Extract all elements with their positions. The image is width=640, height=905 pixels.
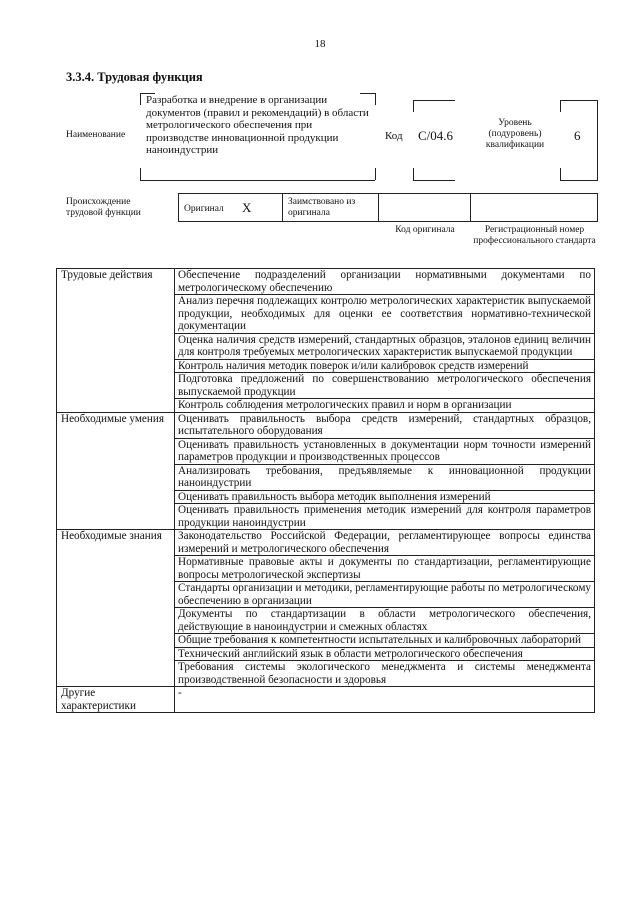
category-cell: Необходимые умения [57,412,175,530]
table-row [57,269,595,295]
item-cell: Нормативные правовые акты и документы по стандартизации, регламентирующие вопросы метрологической экспертизы [175,556,595,582]
original-label: Оригинал [184,204,224,214]
level-box-left-top [560,100,561,112]
item-cell: Оценивать правильность выбора средств измерений, стандартных образцов, испытательного оборудования [175,412,595,438]
item-cell: Оценивать правильность применения методик измерений для контроля параметров продукции наноиндустрии [175,504,595,530]
name-box-bracket-bottom-right [375,168,376,180]
name-box-bracket-top-right-vert [375,93,376,105]
origin-box-bottom [178,221,598,222]
original-mark: X [242,200,252,215]
item-cell: Анализировать требования, предъявляемые к инновационной продукции наноиндустрии [175,464,595,490]
borrowed-label: Заимствовано из оригинала [288,197,356,218]
name-label: Наименование [66,130,126,140]
category-cell: Необходимые знания [57,530,175,687]
table-row [57,412,595,438]
item-cell: Анализ перечня подлежащих контролю метрологических характеристик выпускаемой продукции, необходимых для оценки ее соответствия нормативно-технической документации [175,295,595,334]
reg-number-caption: Регистрационный номер профессионального стандарта [473,225,596,246]
name-box-bottom [140,180,375,181]
name-box-bracket-top-left-vert [140,93,141,105]
code-box-top [413,100,455,101]
level-box-bottom [560,180,598,181]
item-cell: Стандарты организации и методики, регламентирующие работы по метрологическому обеспечению в организации [175,582,595,608]
name-value: Разработка и внедрение в организации документов (правил и рекомендаций) в области метрологического обеспечения при производстве инновационной продукции наноиндустрии [146,94,369,156]
origin-box-left [178,193,179,221]
code-box-left-bottom [413,168,414,180]
code-label: Код [385,130,403,142]
page-number: 18 [314,38,326,50]
origin-box-top [178,193,598,194]
name-box-bracket-bottom-left [140,168,141,180]
origin-box-right [597,193,598,221]
table-row [57,530,595,556]
level-box-right [597,100,598,180]
level-label: Уровень (подуровень) квалификации [485,118,545,150]
code-value: C/04.6 [418,128,454,143]
level-box-left-bottom [560,168,561,180]
level-box-top [560,100,598,101]
item-cell: Общие требования к компетентности испытательных и калибровочных лабораторий [175,634,595,648]
item-cell: Обеспечение подразделений организации нормативными документами по метрологическому обеспечению [175,269,595,295]
item-cell: Законодательство Российской Федерации, регламентирующее вопросы единства измерений и метрологического обеспечения [175,530,595,556]
origin-box-divider-1 [282,193,283,221]
category-cell: Другие характеристики [57,687,175,713]
code-box-bottom [413,180,455,181]
category-cell: Трудовые действия [57,269,175,413]
level-value: 6 [574,128,581,143]
item-cell: Оценивать правильность выбора методик выполнения измерений [175,490,595,504]
item-cell: Документы по стандартизации в области метрологического обеспечения, действующие в наноиндустрии и смежных областях [175,608,595,634]
code-box-left-top [413,100,414,112]
code-original-caption: Код оригинала [395,225,455,235]
function-table [56,268,595,713]
item-cell: Технический английский язык в области метрологического обеспечения [175,647,595,661]
section-title: 3.3.4. Трудовая функция [66,70,203,84]
item-cell: Оценка наличия средств измерений, стандартных образцов, эталонов единиц величин для контроля требуемых метрологических характеристик выпускаемой продукции [175,333,595,359]
item-cell: Требования системы экологического менеджмента и системы менеджмента производственной безопасности и здоровья [175,661,595,687]
item-cell: Контроль наличия методик поверок и/или калибровок средств измерений [175,359,595,373]
table-row [57,687,595,713]
origin-box-divider-2 [378,193,379,221]
origin-label: Происхождение трудовой функции [66,197,141,218]
item-cell: Подготовка предложений по совершенствованию метрологического обеспечения выпускаемой продукции [175,373,595,399]
item-cell: Контроль соблюдения метрологических правил и норм в организации [175,399,595,413]
item-cell: - [175,687,595,713]
item-cell: Оценивать правильность установленных в документации норм точности измерений параметров продукции и производственных процессов [175,438,595,464]
origin-box-divider-3 [470,193,471,221]
